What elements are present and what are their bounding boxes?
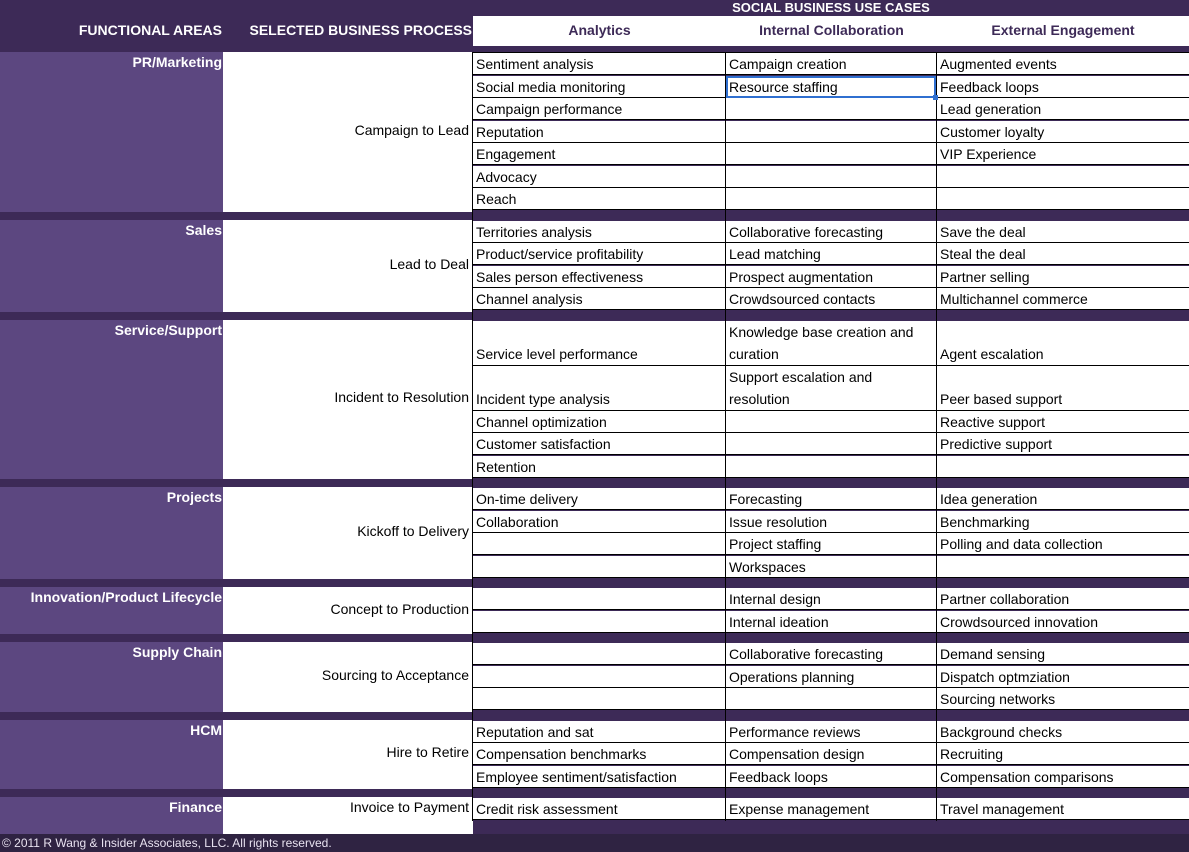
selected-cell[interactable]: Resource staffing	[726, 76, 936, 98]
cell-internal-collaboration[interactable]	[726, 166, 936, 188]
cell-internal-collaboration[interactable]: Issue resolution	[726, 511, 936, 533]
cell-internal-collaboration[interactable]: Feedback loops	[726, 766, 936, 788]
cell-external-engagement[interactable]: Agent escalation	[937, 321, 1189, 366]
cell-external-engagement[interactable]: VIP Experience	[937, 143, 1189, 165]
cell-external-engagement[interactable]	[937, 456, 1189, 478]
cell-external-engagement[interactable]	[937, 556, 1189, 578]
table-row	[473, 266, 1189, 288]
functional-area-label: Finance	[169, 799, 222, 815]
column-header-external-engagement: External Engagement	[991, 22, 1135, 38]
cell-analytics[interactable]: Employee sentiment/satisfaction	[473, 766, 725, 788]
social-business-use-cases-header: SOCIAL BUSINESS USE CASES	[732, 0, 930, 15]
cell-analytics[interactable]: Social media monitoring	[473, 76, 725, 98]
cell-external-engagement[interactable]: Partner selling	[937, 266, 1189, 288]
cell-analytics[interactable]: Channel analysis	[473, 288, 725, 310]
cell-external-engagement[interactable]: Steal the deal	[937, 243, 1189, 265]
table-row	[473, 798, 1189, 820]
cell-analytics[interactable]: Reputation and sat	[473, 721, 725, 743]
cell-external-engagement[interactable]: Customer loyalty	[937, 121, 1189, 143]
cell-internal-collaboration[interactable]: Crowdsourced contacts	[726, 288, 936, 310]
cell-analytics[interactable]: Product/service profitability	[473, 243, 725, 265]
table-row	[473, 666, 1189, 688]
business-process-label: Lead to Deal	[389, 255, 469, 272]
cell-analytics[interactable]: Channel optimization	[473, 411, 725, 433]
cell-internal-collaboration[interactable]: Internal design	[726, 588, 936, 610]
table-row	[473, 766, 1189, 788]
cell-internal-collaboration[interactable]: Campaign creation	[726, 53, 936, 75]
cell-internal-collaboration[interactable]: Prospect augmentation	[726, 266, 936, 288]
table-row	[473, 456, 1189, 478]
section-separator	[0, 212, 1189, 220]
cell-external-engagement[interactable]: Augmented events	[937, 53, 1189, 75]
cell-external-engagement[interactable]: Feedback loops	[937, 76, 1189, 98]
table-row	[473, 366, 1189, 411]
table-row	[473, 533, 1189, 555]
functional-areas-header: FUNCTIONAL AREAS	[78, 22, 222, 38]
cell-internal-collaboration[interactable]: Project staffing	[726, 533, 936, 555]
table-row	[473, 98, 1189, 120]
cell-external-engagement[interactable]: Travel management	[937, 798, 1189, 820]
cell-internal-collaboration[interactable]: Internal ideation	[726, 611, 936, 633]
cell-analytics[interactable]: Incident type analysis	[473, 366, 725, 411]
column-divider	[472, 52, 473, 821]
cell-analytics[interactable]: Service level performance	[473, 321, 725, 366]
table-row	[473, 743, 1189, 765]
business-process-label: Hire to Retire	[386, 744, 469, 761]
cell-internal-collaboration[interactable]	[726, 688, 936, 710]
functional-area-label: Supply Chain	[132, 644, 222, 660]
functional-area-label: Sales	[185, 221, 222, 238]
cell-external-engagement[interactable]: Polling and data collection	[937, 533, 1189, 555]
cell-internal-collaboration[interactable]	[726, 121, 936, 143]
cell-internal-collaboration[interactable]	[726, 143, 936, 165]
business-process-label: Campaign to Lead	[354, 121, 469, 138]
cell-analytics[interactable]: Campaign performance	[473, 98, 725, 120]
cell-analytics[interactable]	[473, 588, 725, 610]
table-row	[473, 166, 1189, 188]
section-separator	[0, 712, 1189, 720]
cell-analytics[interactable]: Retention	[473, 456, 725, 478]
table-row	[473, 321, 1189, 366]
column-header-internal-collaboration: Internal Collaboration	[759, 22, 904, 38]
cell-analytics[interactable]	[473, 666, 725, 688]
cell-analytics[interactable]: Engagement	[473, 143, 725, 165]
business-process-label: Sourcing to Acceptance	[321, 666, 469, 683]
functional-area-label: Projects	[166, 489, 222, 505]
cell-external-engagement[interactable]: Partner collaboration	[937, 588, 1189, 610]
cell-external-engagement[interactable]: Compensation comparisons	[937, 766, 1189, 788]
table-row	[473, 243, 1189, 265]
section-separator	[0, 312, 1189, 320]
cell-internal-collaboration[interactable]: Operations planning	[726, 666, 936, 688]
table-row	[473, 76, 1189, 98]
cell-analytics[interactable]	[473, 533, 725, 555]
cell-external-engagement[interactable]: Idea generation	[937, 488, 1189, 510]
cell-analytics[interactable]: Reputation	[473, 121, 725, 143]
cell-internal-collaboration[interactable]: Performance reviews	[726, 721, 936, 743]
cell-analytics[interactable]	[473, 643, 725, 665]
column-header-analytics: Analytics	[568, 22, 631, 38]
cell-external-engagement[interactable]: Background checks	[937, 721, 1189, 743]
cell-external-engagement[interactable]: Lead generation	[937, 98, 1189, 120]
cell-analytics[interactable]: On-time delivery	[473, 488, 725, 510]
table-row	[473, 511, 1189, 533]
section-separator	[0, 479, 1189, 487]
section-separator	[0, 579, 1189, 587]
cell-analytics[interactable]: Compensation benchmarks	[473, 743, 725, 765]
cell-analytics[interactable]	[473, 556, 725, 578]
cell-analytics[interactable]: Collaboration	[473, 511, 725, 533]
business-process-label: Concept to Production	[330, 600, 469, 617]
column-divider	[725, 52, 726, 821]
cell-external-engagement[interactable]: Peer based support	[937, 366, 1189, 411]
cell-internal-collaboration[interactable]: Expense management	[726, 798, 936, 820]
table-row	[473, 611, 1189, 633]
table-row	[473, 588, 1189, 610]
section-separator	[0, 789, 1189, 797]
cell-analytics[interactable]: Credit risk assessment	[473, 798, 725, 820]
business-process-label: Kickoff to Delivery	[357, 523, 469, 539]
cell-external-engagement[interactable]: Dispatch optmziation	[937, 666, 1189, 688]
cell-analytics[interactable]: Sales person effectiveness	[473, 266, 725, 288]
table-row	[473, 488, 1189, 510]
cell-internal-collaboration[interactable]	[726, 188, 936, 210]
cell-external-engagement[interactable]: Demand sensing	[937, 643, 1189, 665]
cell-analytics[interactable]	[473, 611, 725, 633]
cell-internal-collaboration[interactable]: Forecasting	[726, 488, 936, 510]
cell-analytics[interactable]	[473, 688, 725, 710]
functional-area-label: PR/Marketing	[132, 54, 222, 70]
grid-top-border	[473, 52, 1189, 53]
cell-analytics[interactable]: Sentiment analysis	[473, 53, 725, 75]
cell-external-engagement[interactable]: Reactive support	[937, 411, 1189, 433]
table-row	[473, 121, 1189, 143]
table-row	[473, 221, 1189, 243]
cell-analytics[interactable]: Territories analysis	[473, 221, 725, 243]
cell-external-engagement[interactable]: Recruiting	[937, 743, 1189, 765]
cell-external-engagement[interactable]: Crowdsourced innovation	[937, 611, 1189, 633]
cell-analytics[interactable]: Reach	[473, 188, 725, 210]
copyright-footer: © 2011 R Wang & Insider Associates, LLC. All rights reserved.	[0, 834, 1189, 852]
table-row	[473, 721, 1189, 743]
table-row	[473, 143, 1189, 165]
table-row	[473, 53, 1189, 75]
business-process-label: Incident to Resolution	[334, 389, 469, 406]
section-separator	[0, 634, 1189, 642]
table-row	[473, 288, 1189, 310]
cell-internal-collaboration[interactable]	[726, 411, 936, 433]
cell-external-engagement[interactable]	[937, 188, 1189, 210]
cell-internal-collaboration[interactable]	[726, 433, 936, 455]
cell-internal-collaboration[interactable]: Compensation design	[726, 743, 936, 765]
selection-handle[interactable]	[933, 95, 938, 100]
cell-internal-collaboration[interactable]: Knowledge base creation and curation	[726, 321, 936, 366]
business-process-label: Invoice to Payment	[349, 799, 469, 816]
table-row	[473, 643, 1189, 665]
table-row	[473, 411, 1189, 433]
cell-internal-collaboration[interactable]: Workspaces	[726, 556, 936, 578]
table-row	[473, 688, 1189, 710]
column-divider	[936, 52, 937, 821]
cell-external-engagement[interactable]: Sourcing networks	[937, 688, 1189, 710]
cell-internal-collaboration[interactable]	[726, 456, 936, 478]
functional-area-label: Innovation/Product Lifecycle	[30, 589, 222, 605]
functional-area-label: Service/Support	[114, 321, 222, 338]
cell-internal-collaboration[interactable]: Support escalation and resolution	[726, 366, 936, 411]
cell-internal-collaboration[interactable]: Collaborative forecasting	[726, 643, 936, 665]
cell-analytics[interactable]: Advocacy	[473, 166, 725, 188]
cell-internal-collaboration[interactable]	[726, 98, 936, 120]
functional-area-label: HCM	[190, 721, 222, 738]
cell-analytics[interactable]: Customer satisfaction	[473, 433, 725, 455]
table-row	[473, 556, 1189, 578]
table-row	[473, 188, 1189, 210]
cell-external-engagement[interactable]: Save the deal	[937, 221, 1189, 243]
cell-external-engagement[interactable]: Predictive support	[937, 433, 1189, 455]
selected-business-process-header: SELECTED BUSINESS PROCESS	[249, 22, 472, 38]
cell-internal-collaboration[interactable]: Collaborative forecasting	[726, 221, 936, 243]
cell-external-engagement[interactable]	[937, 166, 1189, 188]
cell-internal-collaboration[interactable]: Lead matching	[726, 243, 936, 265]
cell-external-engagement[interactable]: Multichannel commerce	[937, 288, 1189, 310]
cell-external-engagement[interactable]: Benchmarking	[937, 511, 1189, 533]
table-row	[473, 433, 1189, 455]
